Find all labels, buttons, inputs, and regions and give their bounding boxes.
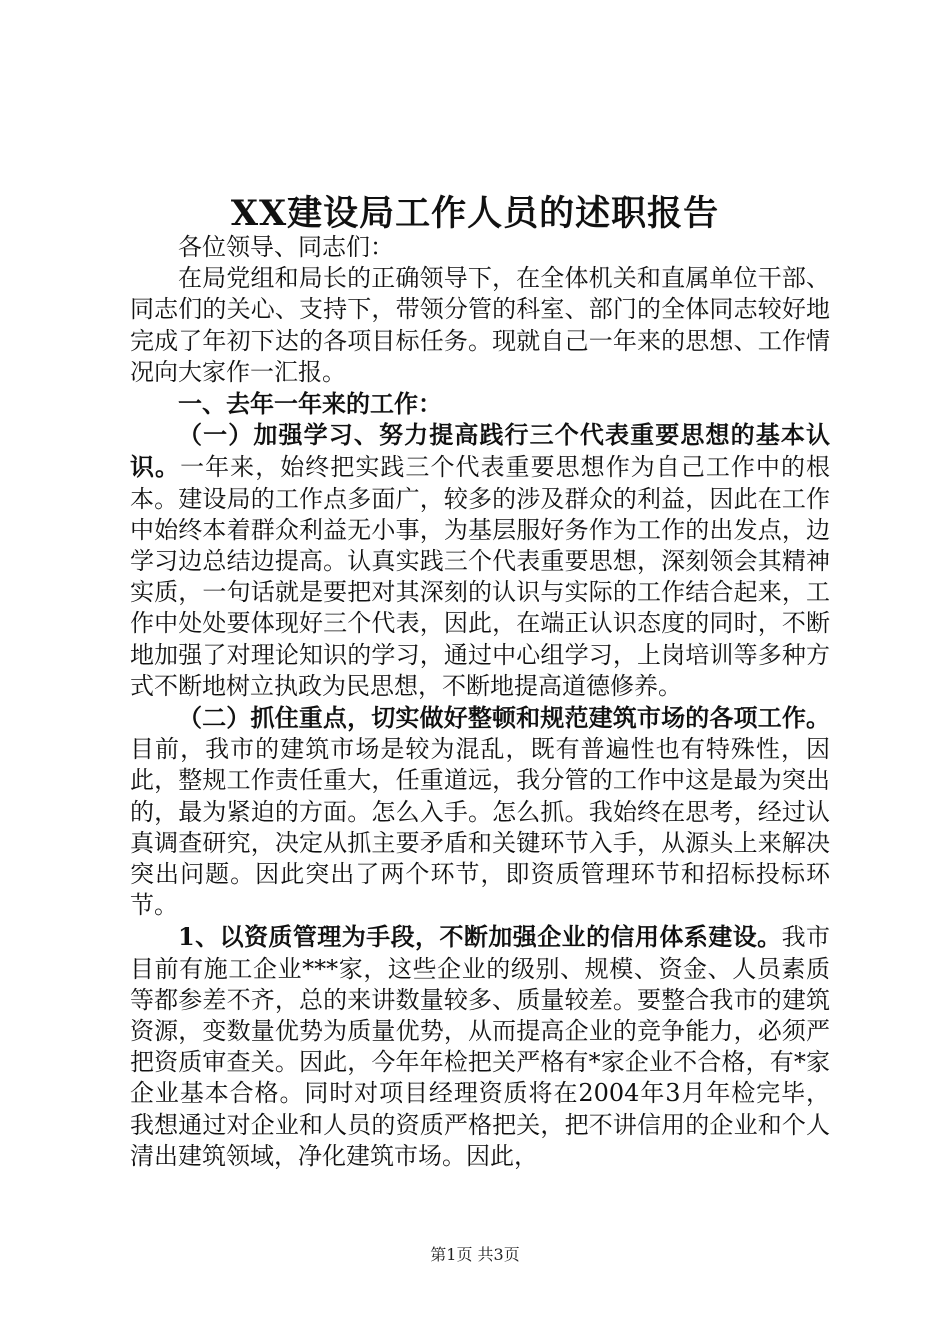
paragraph-1-body: 一年来，始终把实践三个代表重要思想作为自己工作中的根本。建设局的工作点多面广，较多的涉及群众的利益，因此在工作中始终本着群众利益无小事，为基层服好务作为工作的出发点，边学习边总结边提高。认真实践三个代表重要思想，深刻领会其精神实质，一句话就是要把对其深刻的认识与实际的工作结合起来，工作中处处要体现好三个代表，因此，在端正认识态度的同时，不断地加强了对理论知识的学习，通过中心组学习，上岗培训等多种方式不断地树立执政为民思想，不断地提高道德修养。	[130, 453, 831, 700]
paragraph-1-lead: （一）加强学习、努力提高践行三个代表重要思想的基本认识。	[130, 420, 830, 482]
paragraph-1	[130, 419, 830, 702]
intro-paragraph: 在局党组和局长的正确领导下，在全体机关和直属单位干部、同志们的关心、支持下，带领分管的科室、部门的全体同志较好地完成了年初下达的各项目标任务。现就自己一年来的思想、工作情况向大家作一汇报。	[130, 264, 830, 386]
section-heading: 一、去年一年来的工作：	[178, 389, 442, 419]
document-body	[130, 232, 830, 1172]
paragraph-3-lead: 1、以资质管理为手段，不断加强企业的信用体系建设。	[178, 922, 782, 952]
page-footer: 第1页 共3页	[430, 1245, 520, 1264]
paragraph-2-body: 目前，我市的建筑市场是较为混乱，既有普遍性也有特殊性，因此，整规工作责任重大，任重道远，我分管的工作中这是最为突出的，最为紧迫的方面。怎么入手。怎么抓。我始终在思考，经过认真调查研究，决定从抓主要矛盾和关键环节入手，从源头上来解决突出问题。因此突出了两个环节，即资质管理环节和招标投标环节。	[130, 735, 830, 920]
greeting: 各位领导、同志们：	[178, 233, 394, 261]
paragraph-2	[130, 702, 830, 921]
paragraph-3	[130, 921, 830, 1172]
paragraph-3-body: 我市目前有施工企业***家，这些企业的级别、规模、资金、人员素质等都参差不齐，总的来讲数量较多、质量较差。要整合我市的建筑资源，变数量优势为质量优势，从而提高企业的竞争能力，必须严把资质审查关。因此，今年年检把关严格有*家企业不合格，有*家企业基本合格。同时对项目经理资质将在2004年3月年检完毕，我想通过对企业和人员的资质严格把关，把不讲信用的企业和个人清出建筑领域，净化建筑市场。因此，	[130, 923, 830, 1170]
document-title: XX建设局工作人员的述职报告	[230, 193, 720, 234]
paragraph-2-lead: （二）抓住重点，切实做好整顿和规范建筑市场的各项工作。	[178, 703, 830, 733]
